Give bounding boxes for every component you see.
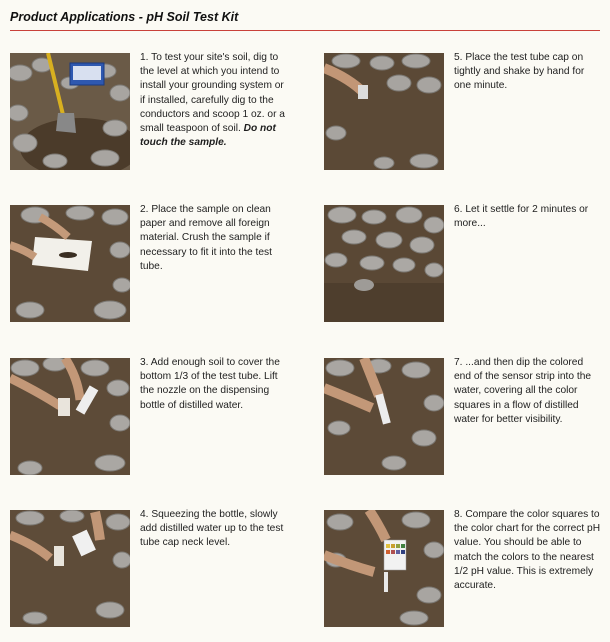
step-2-text <box>140 203 288 274</box>
step-1-photo <box>10 53 130 170</box>
step-1-instruction: 1. To test your site's soil, dig to the level at which you intend to install your grounding system or if installed, carefully dig to the conductors and scoop 1 oz. or a small teaspoon of soil. <box>140 52 285 135</box>
step-4-instruction: 4. Squeezing the bottle, slowly add distilled water up to the test tube cap neck level. <box>140 509 284 549</box>
step-3 <box>10 358 300 478</box>
step-8 <box>324 510 610 630</box>
title-divider <box>10 30 600 31</box>
step-6-text <box>454 203 602 231</box>
step-7-instruction: 7. ...and then dip the colored end of the sensor strip into the water, covering all the color squares in a flow of distilled water for better visibility. <box>454 357 592 425</box>
step-2-instruction: 2. Place the sample on clean paper and remove all foreign material. Crush the sample if necessary to fit it into the test tube. <box>140 204 272 272</box>
step-5-text <box>454 51 602 94</box>
step-7-text <box>454 356 602 427</box>
step-1-text <box>140 51 288 150</box>
step-3-instruction: 3. Add enough soil to cover the bottom 1/3 of the test tube. Lift the nozzle on the dispensing bottle of distilled water. <box>140 357 280 411</box>
step-7 <box>324 358 610 478</box>
step-1-warning: Do not touch the sample. <box>140 123 276 149</box>
step-6-photo <box>324 205 444 322</box>
step-5-photo <box>324 53 444 170</box>
page-title: Product Applications - pH Soil Test Kit <box>10 10 239 24</box>
step-3-text <box>140 356 288 413</box>
step-8-instruction: 8. Compare the color squares to the color chart for the correct pH value. You should be able to match the colors to the nearest 1/2 pH value. This is extremely accurate. <box>454 509 601 592</box>
step-5-instruction: 5. Place the test tube cap on tightly and shake by hand for one minute. <box>454 52 585 92</box>
step-7-photo <box>324 358 444 475</box>
step-6 <box>324 205 610 325</box>
step-5 <box>324 53 610 173</box>
step-4 <box>10 510 300 630</box>
step-6-instruction: 6. Let it settle for 2 minutes or more... <box>454 204 589 230</box>
step-3-photo <box>10 358 130 475</box>
step-8-text <box>454 508 602 593</box>
step-8-photo <box>324 510 444 627</box>
step-2-photo <box>10 205 130 322</box>
step-1 <box>10 53 300 173</box>
step-4-text <box>140 508 288 551</box>
step-2 <box>10 205 300 325</box>
step-4-photo <box>10 510 130 627</box>
